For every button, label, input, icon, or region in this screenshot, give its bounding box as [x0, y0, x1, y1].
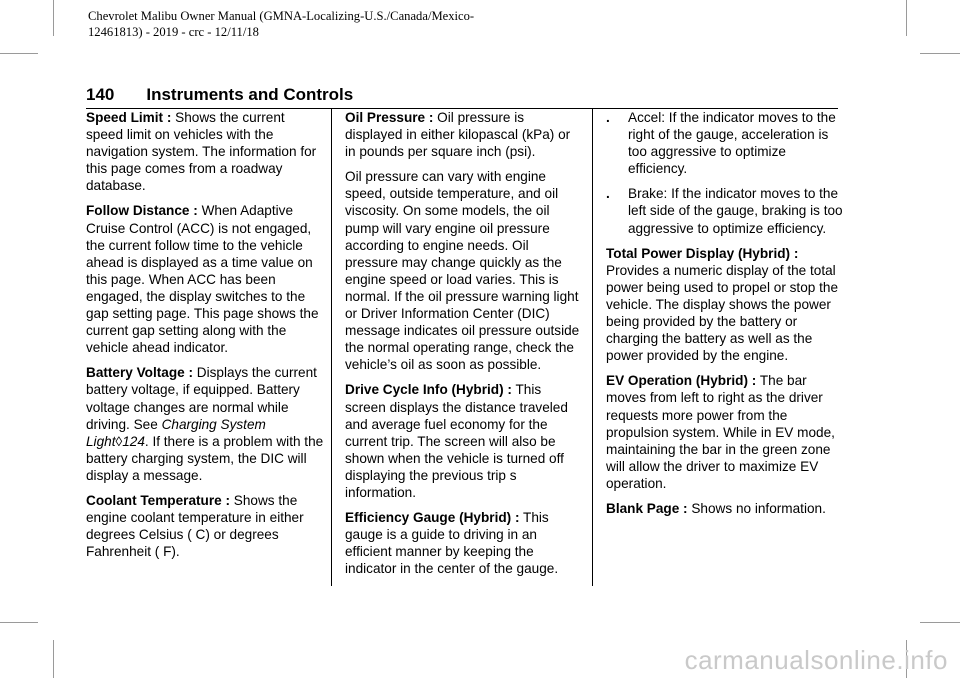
- crop-mark: [53, 640, 54, 678]
- battery-voltage-text: Displays the current battery voltage, if equipped. Battery voltage changes are normal while driving. See: [86, 365, 317, 432]
- crop-mark: [0, 622, 38, 623]
- drive-cycle-entry: [345, 381, 583, 501]
- battery-voltage-text-2: . If there is a problem with the battery charging system, the DIC will display a message.: [86, 433, 324, 483]
- bullet-brake-text: Brake: If the indicator moves to the left side of the gauge, braking is too aggressive to optimize efficiency.: [628, 186, 843, 236]
- coolant-temperature-term: Coolant Temperature :: [86, 492, 231, 508]
- charging-system-light-link[interactable]: Charging System Light: [86, 416, 266, 449]
- blank-page-term: Blank Page :: [606, 500, 688, 516]
- ev-operation-term: EV Operation (Hybrid) :: [606, 373, 757, 389]
- column-divider: [592, 109, 593, 586]
- oil-pressure-entry: [345, 109, 583, 160]
- blank-page-entry: [606, 500, 844, 517]
- battery-voltage-entry: [86, 364, 324, 484]
- crop-mark: [906, 0, 907, 36]
- drive-cycle-text: This screen displays the distance traveled and average fuel economy for the current trip. The screen will also be shown when the vehicle is turned off displaying the previous trip s information.: [345, 382, 568, 500]
- ev-operation-text: The bar moves from left to right as the driver requests more power from the propulsion system. While in EV mode, maintaining the bar in the green zone will allow the driver to maximize EV operation.: [606, 373, 835, 491]
- column-divider: [331, 109, 332, 586]
- crop-mark: [0, 53, 38, 54]
- speed-limit-text: Shows the current speed limit on vehicles with the navigation system. The information for this page comes from a roadway database.: [86, 110, 317, 194]
- oil-pressure-text: Oil pressure is displayed in either kilopascal (kPa) or in pounds per square inch (psi).: [345, 110, 571, 160]
- page-ref-number[interactable]: 124: [122, 433, 145, 449]
- oil-pressure-term: Oil Pressure :: [345, 110, 434, 125]
- total-power-term: Total Power Display (Hybrid) :: [606, 245, 799, 261]
- page-ref-icon: ◊: [115, 433, 123, 449]
- section-title: Instruments and Controls: [146, 85, 354, 104]
- speed-limit-entry: [86, 109, 324, 194]
- ev-operation-entry: [606, 372, 844, 492]
- follow-distance-entry: [86, 202, 324, 356]
- follow-distance-term: Follow Distance :: [86, 203, 198, 219]
- header-line-2: 12461813) - 2019 - crc - 12/11/18: [88, 25, 259, 39]
- coolant-temperature-entry: [86, 492, 324, 560]
- crop-mark: [920, 53, 960, 54]
- header-line-1: Chevrolet Malibu Owner Manual (GMNA-Localizing-U.S./Canada/Mexico-: [88, 9, 475, 23]
- blank-page-text: Shows no information.: [687, 500, 826, 516]
- page-number: 140: [86, 85, 115, 104]
- efficiency-gauge-entry: [345, 509, 583, 577]
- column-1: [86, 109, 324, 568]
- crop-mark: [920, 622, 960, 623]
- coolant-temperature-text: Shows the engine coolant temperature in either degrees Celsius ( C) or degrees Fahrenheit ( F).: [86, 492, 304, 560]
- oil-pressure-paragraph: Oil pressure can vary with engine speed, outside temperature, and oil viscosity. On some models, the oil pump will vary engine oil pressure according to engine needs. Oil pressure may change quickly as the engine speed or load varies. This is normal. If the oil pressure warning light or Driver Information Center (DIC) message indicates oil pressure outside the normal operating range, check the vehicle’s oil as soon as possible.: [345, 169, 580, 373]
- column-3: [606, 109, 844, 525]
- battery-voltage-term: Battery Voltage :: [86, 365, 194, 381]
- drive-cycle-term: Drive Cycle Info (Hybrid) :: [345, 382, 512, 398]
- total-power-entry: [606, 245, 844, 365]
- watermark: carmanualsonline.info: [684, 645, 948, 675]
- document-header: [88, 8, 608, 40]
- bullet-accel: [606, 109, 844, 177]
- speed-limit-term: Speed Limit :: [86, 110, 172, 125]
- total-power-text: Provides a numeric display of the total power being used to propel or stop the vehicle. The display shows the power being provided by the battery or charging the battery as well as the power provided by the engine.: [606, 262, 839, 364]
- bullet-brake: [606, 185, 844, 236]
- bullet-icon: .: [606, 186, 610, 202]
- crop-mark: [53, 0, 54, 36]
- bullet-accel-text: Accel: If the indicator moves to the right of the gauge, acceleration is too aggressive to optimize efficiency.: [628, 110, 836, 177]
- bullet-icon: .: [606, 110, 610, 125]
- efficiency-gauge-term: Efficiency Gauge (Hybrid) :: [345, 510, 520, 526]
- page-title-bar: [86, 84, 838, 109]
- follow-distance-text: When Adaptive Cruise Control (ACC) is not engaged, the current follow time to the vehicle ahead is displayed as a time value on this page. When ACC has been engaged, the display switches to the gap setting page. This page shows the current gap setting along with the vehicle ahead indicator.: [86, 203, 319, 356]
- column-2: [345, 109, 583, 585]
- efficiency-gauge-text: This gauge is a guide to driving in an efficient manner by keeping the indicator in the center of the gauge.: [345, 510, 559, 577]
